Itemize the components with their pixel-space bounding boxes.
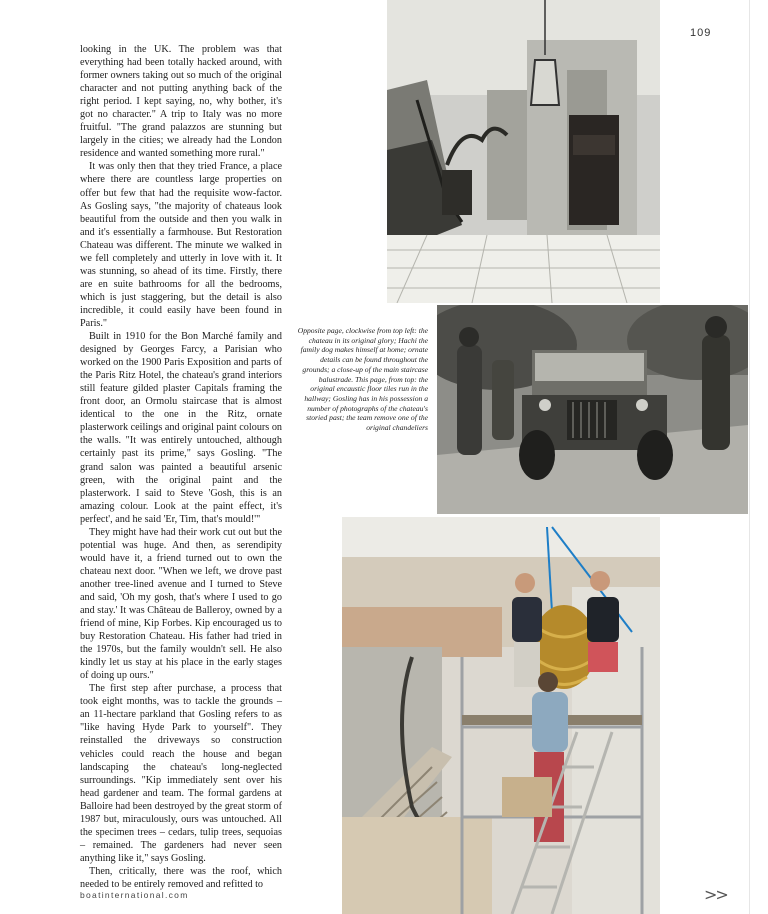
footer-url: boatinternational.com bbox=[80, 890, 189, 900]
next-page-arrows[interactable]: >> bbox=[704, 885, 727, 904]
article-paragraph: They might have had their work cut out but the potential was huge. And then, as serendipity would have it, a friend turned out to own the chateau next door. "When we left, we drove past another tree-lined avenue and I turned to Steve and said, 'Oh my gosh, that's where I used to go and stay.' It was Château de Balleroy, owned by a friend of mine, Kip Forbes. Kip encouraged us to buy Restoration Chateau. His father had tried in the 1970s, but the family wouldn't sell. He also kindly let us stay at his place in the early stages of doing up ours." bbox=[80, 526, 282, 682]
article-paragraph: The first step after purchase, a process that took eight months, was to tackle the grounds – an 11-hectare parkland that Gosling refers to as "like having Hyde Park to yourself". They reinstalled the driveways so construction vehicles could reach the house and began landscaping the chateau's long-neglected surroundings. "Kip immediately sent over his head gardener and team. The formal gardens at Balloire had been destroyed by the great storm of 1987 but, miraculously, ours was untouched. All the specimen trees – cedars, tulip trees, sequoias – remained. The gardeners had never seen anything like it," says Gosling. bbox=[80, 683, 282, 864]
page-number: 109 bbox=[690, 27, 712, 39]
article-paragraph: Built in 1910 for the Bon Marché family and designed by Georges Farcy, a Parisian who worked on the 1900 Paris Exposition and parts of the Paris Ritz Hotel, the chateau's grand interiors still feature gilded plaster Capitals framing the front door, an Ormolu staircase that is almost identical to the one in the Ritz, ornate plasterwork ceilings and original paint colours on the walls. "It was entirely untouched, although certainly past its prime," says Gosling. "The grand salon was painted a beautiful arsenic green, with the original paint and the plasterwork. I said to Steve 'Gosh, this is an amazing colour. Look at the paint effect, it's perfect', and he said 'Er, Tim, that's mould!'" bbox=[80, 331, 283, 525]
jeep-photo bbox=[437, 305, 748, 514]
article-paragraph: It was only then that they tried France, a place where there are countless large properties on offer but few that had the requisite wow-factor. As Gosling says, "the majority of chateaus look beautiful from the outside and then you walk in and it's essentially a farmhouse. But Restoration Chateau was different. The minute we walked in we fell completely and utterly in love with it. It was stunning, so ahead of its time. Firstly, there are en suite bathrooms for all the bedrooms, which is just staggering, but the detail is also incredible, it could easily have been found in Paris." bbox=[80, 161, 282, 329]
page-edge bbox=[749, 0, 768, 914]
article-paragraph: Then, critically, there was the roof, which needed to be entirely removed and refitted to bbox=[80, 865, 282, 890]
hallway-photo bbox=[387, 0, 660, 303]
article-body bbox=[80, 43, 282, 891]
photo-caption: Opposite page, clockwise from top left: the chateau in its original glory; Hachi the family dog makes himself at home; ornate details can be found throughout the grounds; a close-up of the main staircase balustrade. This page, from top: the original encaustic floor tiles run in the hallway; Gosling has in his possession a number of photographs of the chateau's storied past; the team remove one of the original chandeliers bbox=[297, 326, 428, 433]
chandelier-photo bbox=[342, 517, 660, 914]
article-paragraph: looking in the UK. The problem was that everything had been totally hacked around, with former owners taking out so much of the original character and not putting anything back of the right period. I kept saying, no, why bother, it's got no character." A trip to Italy was no more fruitful. "The grand palazzos are stunning but largely in the cities; we already had the London residence and wanted something more rural." bbox=[80, 44, 282, 160]
